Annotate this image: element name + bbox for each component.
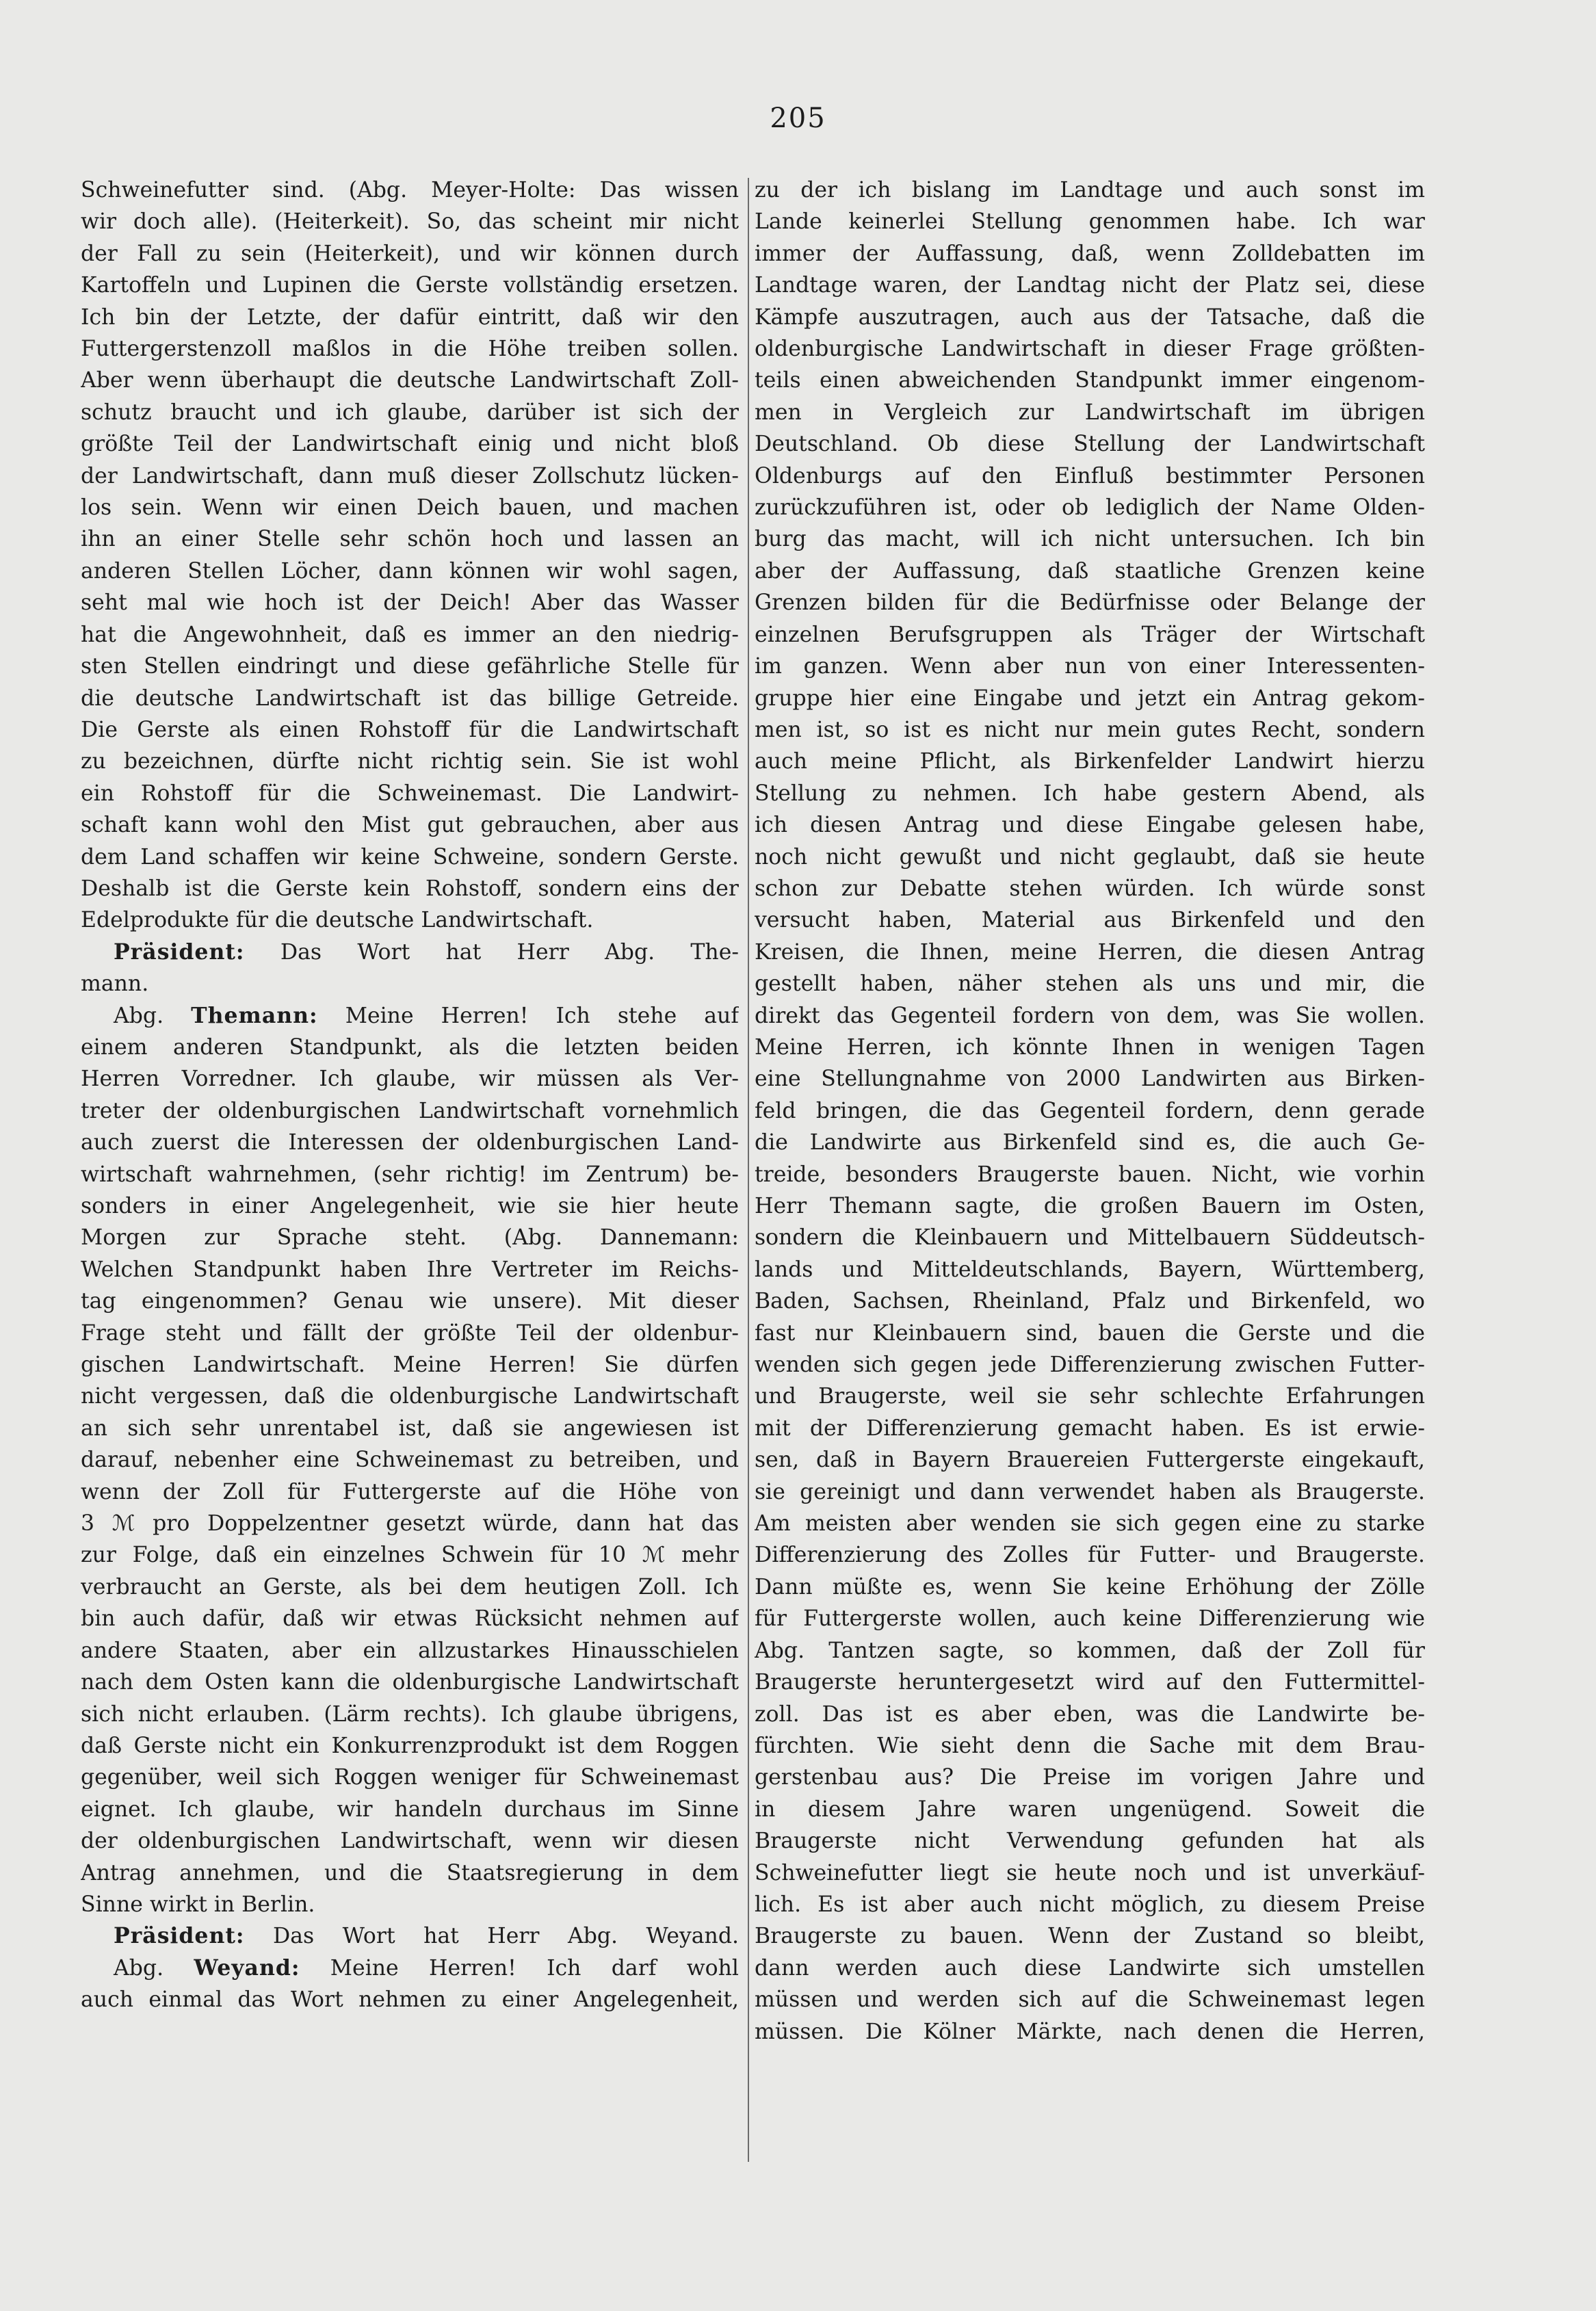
line-text: Stellung zu nehmen. Ich habe gestern Abend, als [755,781,1425,806]
line-text: nicht vergessen, daß die oldenburgische Landwirtschaft [81,1384,739,1409]
line-text: hat die Angewohnheit, daß es immer an den niedrig- [81,622,739,647]
text-line [81,937,739,968]
line-text: Meine Herren, ich könnte Ihnen in wenigen Tagen [755,1034,1425,1060]
text-line [81,1953,739,1984]
line-text: schon zur Debatte stehen würden. Ich würde sonst [755,876,1425,901]
text-line [81,1318,739,1349]
text-line [755,1476,1425,1508]
line-text: noch nicht gewußt und nicht geglaubt, daß sie heute [755,844,1425,870]
text-line [755,428,1425,460]
line-text: verbraucht an Gerste, als bei dem heutigen Zoll. Ich [81,1574,739,1600]
text-line [81,1603,739,1634]
line-text: müssen und werden sich auf die Schweinemast legen [755,1987,1425,2013]
text-line [81,683,739,714]
line-text: Am meisten aber wenden sie sich gegen eine zu starke [755,1511,1425,1537]
line-text: mit der Differenzierung gemacht haben. Es ist erwie- [755,1415,1425,1441]
line-text: Deutschland. Ob diese Stellung der Landwirtschaft [755,432,1425,457]
line-text: ich diesen Antrag und diese Eingabe gelesen habe, [755,813,1425,838]
speaker-name: Themann: [191,1002,318,1028]
line-text: wir doch alle). (Heiterkeit). So, das scheint mir nicht [81,209,739,235]
text-line [755,1984,1425,2015]
text-line [755,1825,1425,1857]
line-text: eine Stellungnahme von 2000 Landwirten aus Birken- [755,1067,1425,1092]
text-line [81,1349,739,1381]
text-line [81,1063,739,1095]
line-text: sonders in einer Angelegenheit, wie sie hier heute [81,1194,739,1218]
line-text: wenn der Zoll für Futtergerste auf die Höhe von [81,1479,739,1504]
text-line [81,523,739,555]
text-line [755,1699,1425,1730]
text-line [81,1762,739,1793]
text-line [755,1508,1425,1539]
text-line [755,1667,1425,1698]
line-text: an sich sehr unrentabel ist, daß sie angewiesen ist [81,1415,739,1441]
line-text: Meine Herren! Ich stehe auf [317,1003,739,1028]
text-line [755,714,1425,746]
text-line [81,1825,739,1857]
line-text: der oldenburgischen Landwirtschaft, wenn wir diesen [81,1829,739,1854]
line-text: feld bringen, die das Gegenteil fordern, denn gerade [755,1098,1425,1123]
line-text: Braugerste nicht Verwendung gefunden hat als [755,1829,1425,1854]
text-line [755,1095,1425,1127]
line-text: Herr Themann sagte, die großen Bauern im Osten, [755,1194,1425,1218]
text-line [81,174,739,206]
text-line [755,1635,1425,1667]
line-text: lich. Es ist aber auch nicht möglich, zu diesem Preise [755,1892,1425,1917]
line-text: zurückzuführen ist, oder ob lediglich der Name Olden- [755,495,1425,521]
speaker-name: Präsident: [114,939,245,965]
text-line [81,1794,739,1825]
text-line [81,238,739,270]
line-text: lands und Mitteldeutschlands, Bayern, Württemberg, [755,1257,1425,1282]
text-line [755,841,1425,873]
text-line [81,365,739,396]
line-text: der Fall zu sein (Heiterkeit), und wir können durch [81,241,739,266]
text-line [81,1920,739,1952]
text-line [81,206,739,237]
text-line [755,968,1425,1000]
line-text: Meine Herren! Ich darf wohl [300,1955,739,1981]
column-divider [748,178,749,2162]
line-text: ihn an einer Stelle sehr schön hoch und lassen an [81,527,739,552]
line-text: gegenüber, weil sich Roggen weniger für Schweinemast [81,1765,739,1790]
line-text: schutz braucht und ich glaube, darüber ist sich der [81,400,739,425]
text-line [755,1920,1425,1952]
text-line [81,1000,739,1032]
line-text: und Braugerste, weil sie sehr schlechte Erfahrungen [755,1384,1425,1409]
line-text: Frage steht und fällt der größte Teil der oldenbur- [81,1320,739,1346]
text-line [755,683,1425,714]
text-line [81,1190,739,1222]
text-line [81,1667,739,1698]
line-text: gruppe hier eine Eingabe und jetzt ein Antrag gekom- [755,686,1425,711]
text-line [81,746,739,777]
text-line [755,619,1425,651]
line-text: Schweinefutter sind. (Abg. Meyer-Holte: Das wissen [81,178,739,203]
text-line [81,1254,739,1285]
line-text: dem Land schaffen wir keine Schweine, sondern Gerste. [81,844,739,870]
text-line [755,333,1425,365]
line-text: sondern die Kleinbauern und Mittelbauern Süddeutsch- [755,1225,1425,1251]
line-text: größte Teil der Landwirtschaft einig und nicht bloß [81,432,739,457]
line-text: bin auch dafür, daß wir etwas Rücksicht nehmen auf [81,1606,739,1632]
line-text: auch zuerst die Interessen der oldenburgischen Land- [81,1130,739,1156]
line-text: seht mal wie hoch ist der Deich! Aber das Wasser [81,590,739,616]
text-line [755,1762,1425,1793]
line-text: Lande keinerlei Stellung genommen habe. Ich war [755,209,1425,235]
line-text: einem anderen Standpunkt, als die letzten beiden [81,1034,739,1060]
line-text: Herren Vorredner. Ich glaube, wir müssen als Ver- [81,1067,739,1092]
line-text: Abg. Tantzen sagte, so kommen, daß der Zoll für [755,1638,1425,1663]
text-line [81,1730,739,1762]
line-text: wenden sich gegen jede Differenzierung zwischen Futter- [755,1353,1425,1378]
line-text: auch meine Pflicht, als Birkenfelder Landwirt hierzu [755,749,1425,774]
line-text: Dann müßte es, wenn Sie keine Erhöhung der Zölle [755,1574,1425,1600]
line-text: Ich bin der Letzte, der dafür eintritt, daß wir den [81,304,739,330]
text-line [755,1444,1425,1476]
text-line [755,1857,1425,1889]
text-column-right [755,174,1425,2048]
line-text: fast nur Kleinbauern sind, bauen die Gerste und die [755,1320,1425,1346]
text-line [81,1413,739,1444]
text-line [81,428,739,460]
text-line [755,492,1425,523]
line-text: einzelnen Berufsgruppen als Träger der Wirtschaft [755,622,1425,647]
line-text: los sein. Wenn wir einen Deich bauen, und machen [81,495,739,521]
line-text: darauf, nebenher eine Schweinemast zu betreiben, und [81,1448,739,1473]
line-text: schaft kann wohl den Mist gut gebrauchen, aber aus [81,813,739,838]
text-line [81,333,739,365]
line-text: Grenzen bilden für die Bedürfnisse oder Belange der [755,590,1425,616]
text-line [81,1539,739,1571]
text-line [755,1730,1425,1762]
line-text: Kämpfe auszutragen, auch aus der Tatsache, daß die [755,304,1425,330]
line-text: gestellt haben, näher stehen als uns und mir, die [755,971,1425,997]
text-line [81,460,739,492]
text-line [81,841,739,873]
text-line [81,556,739,587]
text-line [81,1635,739,1667]
line-text: gischen Landwirtschaft. Meine Herren! Sie dürfen [81,1353,739,1378]
text-line [755,206,1425,237]
line-text: Oldenburgs auf den Einfluß bestimmter Personen [755,463,1425,488]
text-line [755,1349,1425,1381]
line-text: Baden, Sachsen, Rheinland, Pfalz und Birkenfeld, wo [755,1289,1425,1314]
text-line [755,937,1425,968]
line-text: Das Wort hat Herr Abg. Weyand. [244,1924,739,1949]
text-line [81,492,739,523]
line-text: mann. [81,971,149,997]
line-text: zoll. Das ist es aber eben, was die Landwirte be- [755,1701,1425,1727]
line-text: burg das macht, will ich nicht untersuchen. Ich bin [755,527,1425,552]
text-line [755,460,1425,492]
line-text: zu bezeichnen, dürfte nicht richtig sein. Sie ist wohl [81,749,739,774]
line-text: nach dem Osten kann die oldenburgische Landwirtschaft [81,1670,739,1695]
text-line [755,1603,1425,1634]
line-text: immer der Auffassung, daß, wenn Zolldebatten im [755,241,1425,266]
text-line [755,746,1425,777]
line-text: andere Staaten, aber ein allzustarkes Hinausschielen [81,1638,739,1663]
line-text: gerstenbau aus? Die Preise im vorigen Jahre und [755,1765,1425,1790]
text-line [755,873,1425,904]
line-text: in diesem Jahre waren ungenügend. Soweit die [755,1797,1425,1822]
text-line [755,365,1425,396]
text-line [81,1127,739,1158]
line-text: Aber wenn überhaupt die deutsche Landwirtschaft Zoll- [81,368,739,393]
text-line [81,302,739,333]
text-line [755,1318,1425,1349]
line-text: Morgen zur Sprache steht. (Abg. Dannemann: [81,1225,739,1251]
text-line [81,1857,739,1889]
line-text: Das Wort hat Herr Abg. The- [244,939,739,965]
text-line [81,397,739,428]
speaker-prefix: Abg. [114,1003,192,1028]
line-text: Sinne wirkt in Berlin. [81,1892,315,1917]
text-line [755,587,1425,618]
line-text: anderen Stellen Löcher, dann können wir wohl sagen, [81,558,739,584]
line-text: Antrag annehmen, und die Staatsregierung in dem [81,1860,739,1885]
text-line [755,809,1425,841]
line-text: aber der Auffassung, daß staatliche Grenzen keine [755,558,1425,584]
text-line [755,1127,1425,1158]
text-line [755,1539,1425,1571]
text-line [755,1032,1425,1063]
text-line [755,556,1425,587]
text-line [81,1984,739,2015]
text-line [755,1190,1425,1222]
text-line [755,1381,1425,1412]
speaker-prefix: Abg. [114,1955,194,1981]
text-line [755,270,1425,301]
text-line [755,1222,1425,1253]
line-text: treide, besonders Braugerste bauen. Nicht, wie vorhin [755,1162,1425,1187]
text-line [755,397,1425,428]
text-line [81,1508,739,1539]
line-text: ein Rohstoff für die Schweinemast. Die Landwirt- [81,781,739,806]
text-line [755,1254,1425,1285]
text-line [81,904,739,936]
line-text: sen, daß in Bayern Brauereien Futtergerste eingekauft, [755,1448,1425,1473]
text-line [755,1159,1425,1190]
speaker-name: Präsident: [114,1923,245,1949]
text-line [81,1381,739,1412]
line-text: Welchen Standpunkt haben Ihre Vertreter im Reichs- [81,1257,739,1282]
line-text: Futtergerstenzoll maßlos in die Höhe treiben sollen. [81,337,739,362]
text-line [81,1476,739,1508]
text-line [81,619,739,651]
line-text: sie gereinigt und dann verwendet haben als Braugerste. [755,1479,1425,1504]
line-text: sten Stellen eindringt und diese gefährliche Stelle für [81,654,739,679]
text-line [81,1571,739,1603]
text-line [755,1285,1425,1317]
line-text: zu der ich bislang im Landtage und auch sonst im [755,178,1425,203]
line-text: sich nicht erlauben. (Lärm rechts). Ich glaube übrigens, [81,1701,739,1727]
text-line [755,1413,1425,1444]
line-text: Kartoffeln und Lupinen die Gerste vollständig ersetzen. [81,273,739,298]
line-text: tag eingenommen? Genau wie unsere). Mit dieser [81,1289,739,1314]
line-text: die deutsche Landwirtschaft ist das billige Getreide. [81,686,739,711]
text-line [755,651,1425,682]
text-line [755,1000,1425,1032]
line-text: daß Gerste nicht ein Konkurrenzprodukt ist dem Roggen [81,1733,739,1758]
text-line [81,1444,739,1476]
line-text: fürchten. Wie sieht denn die Sache mit dem Brau- [755,1733,1425,1758]
line-text: zur Folge, daß ein einzelnes Schwein für 10 ℳ mehr [81,1543,739,1568]
text-line [81,1889,739,1920]
text-line [81,651,739,682]
text-line [755,1889,1425,1920]
line-text: Kreisen, die Ihnen, meine Herren, die diesen Antrag [755,939,1425,965]
text-line [755,1794,1425,1825]
text-line [755,904,1425,936]
line-text: Die Gerste als einen Rohstoff für die Landwirtschaft [81,717,739,742]
line-text: oldenburgische Landwirtschaft in dieser Frage größten- [755,337,1425,362]
text-line [755,302,1425,333]
line-text: Braugerste heruntergesetzt wird auf den Futtermittel- [755,1670,1425,1695]
text-line [81,714,739,746]
line-text: müssen. Die Kölner Märkte, nach denen die Herren, [755,2019,1425,2044]
text-line [81,1285,739,1317]
line-text: Landtage waren, der Landtag nicht der Platz sei, diese [755,273,1425,298]
text-line [81,1159,739,1190]
text-line [81,873,739,904]
line-text: die Landwirte aus Birkenfeld sind es, die auch Ge- [755,1130,1425,1156]
text-line [81,1222,739,1253]
line-text: teils einen abweichenden Standpunkt immer eingenom- [755,368,1425,393]
line-text: men in Vergleich zur Landwirtschaft im übrigen [755,400,1425,425]
speaker-name: Weyand: [194,1955,300,1981]
line-text: der Landwirtschaft, dann muß dieser Zollschutz lücken- [81,463,739,488]
text-line [755,238,1425,270]
line-text: auch einmal das Wort nehmen zu einer Angelegenheit, [81,1987,739,2013]
line-text: wirtschaft wahrnehmen, (sehr richtig! im Zentrum) be- [81,1162,739,1187]
text-line [755,174,1425,206]
text-line [81,1032,739,1063]
text-line [755,1571,1425,1603]
line-text: treter der oldenburgischen Landwirtschaft vornehmlich [81,1098,739,1123]
line-text: dann werden auch diese Landwirte sich umstellen [755,1955,1425,1981]
line-text: direkt das Gegenteil fordern von dem, was Sie wollen. [755,1003,1425,1028]
text-line [81,1095,739,1127]
text-line [81,778,739,809]
line-text: für Futtergerste wollen, auch keine Differenzierung wie [755,1606,1425,1632]
text-line [755,523,1425,555]
text-line [755,1953,1425,1984]
text-line [81,809,739,841]
line-text: Braugerste zu bauen. Wenn der Zustand so bleibt, [755,1924,1425,1949]
text-line [81,270,739,301]
text-line [755,1063,1425,1095]
line-text: Differenzierung des Zolles für Futter- und Braugerste. [755,1543,1425,1568]
line-text: Edelprodukte für die deutsche Landwirtschaft. [81,908,594,933]
page-number: 205 [770,103,826,134]
line-text: Schweinefutter liegt sie heute noch und ist unverkäuf- [755,1860,1425,1885]
text-line [81,1699,739,1730]
text-line [81,968,739,1000]
line-text: 3 ℳ pro Doppelzentner gesetzt würde, dann hat das [81,1511,739,1537]
line-text: versucht haben, Material aus Birkenfeld und den [755,908,1425,933]
line-text: eignet. Ich glaube, wir handeln durchaus im Sinne [81,1797,739,1822]
line-text: im ganzen. Wenn aber nun von einer Interessenten- [755,654,1425,679]
line-text: Deshalb ist die Gerste kein Rohstoff, sondern eins der [81,876,739,901]
line-text: men ist, so ist es nicht nur mein gutes Recht, sondern [755,717,1425,742]
text-line [755,2016,1425,2048]
text-line [81,587,739,618]
text-column-left [81,174,739,2016]
text-line [755,778,1425,809]
